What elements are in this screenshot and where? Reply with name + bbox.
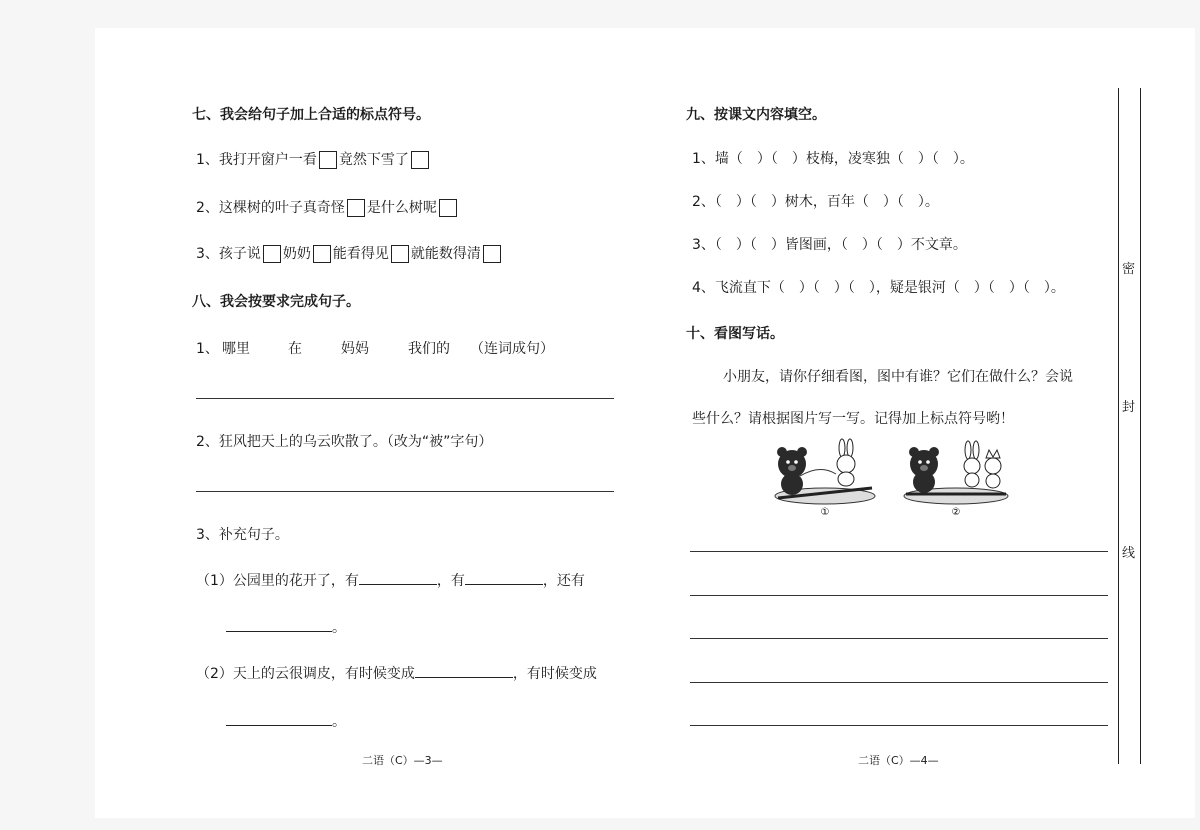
q8-s3-2-c: 。 — [332, 714, 346, 730]
q7-s2-a: 这棵树的叶子真奇怪 — [218, 200, 345, 216]
q8-title: 八、我会按要求完成句子。 — [192, 294, 360, 310]
q7-title: 七、我会给句子加上合适的标点符号。 — [192, 107, 430, 123]
fill-blank[interactable] — [465, 584, 543, 585]
q8-s1-note: （连词成句） — [470, 341, 554, 357]
binding-char-seal: 密 — [1122, 262, 1136, 277]
q7-sentence-1 — [196, 149, 431, 169]
q7-s2-num: 2、 — [196, 200, 219, 216]
q9-line-4[interactable]: 4、飞流直下（ ）（ ）（ ），疑是银河（ ）（ ）（ ）。 — [692, 280, 1065, 296]
q7-sentence-3 — [196, 243, 503, 263]
punctuation-box[interactable] — [439, 199, 457, 217]
q7-s1-b: 竟然下雪了 — [338, 152, 409, 168]
fill-blank[interactable] — [415, 677, 513, 678]
q8-word-3: 妈妈 — [341, 341, 369, 357]
q10-prompt-2: 些什么？请根据图片写一写。记得加上标点符号哟！ — [692, 411, 1014, 427]
binding-line-outer — [1140, 88, 1141, 764]
q7-s3-num: 3、 — [196, 246, 219, 262]
punctuation-box[interactable] — [347, 199, 365, 217]
q8-s3-1-a: （1）公园里的花开了，有 — [196, 573, 359, 589]
q8-s3-2-a: （2）天上的云很调皮，有时候变成 — [196, 666, 415, 682]
left-footer: 二语（C）—3— — [362, 754, 443, 767]
fill-blank[interactable] — [226, 631, 332, 632]
writing-line[interactable] — [690, 682, 1108, 683]
q10-prompt-1: 小朋友，请你仔细看图，图中有谁？它们在做什么？会说 — [723, 369, 1073, 385]
punctuation-box[interactable] — [313, 245, 331, 263]
q7-s1-a: 我打开窗户一看 — [218, 152, 317, 168]
q7-s3-a: 孩子说 — [218, 246, 261, 262]
writing-line[interactable] — [690, 638, 1108, 639]
q9-line-3[interactable]: 3、（ ）（ ）皆图画，（ ）（ ）不文章。 — [692, 237, 967, 253]
q10-title: 十、看图写话。 — [686, 326, 784, 342]
q7-s3-b: 奶奶 — [282, 246, 311, 262]
q7-sentence-2 — [196, 197, 459, 217]
q9-line-2[interactable]: 2、（ ）（ ）树木，百年（ ）（ ）。 — [692, 194, 939, 210]
binding-line-inner — [1118, 88, 1119, 764]
q8-s3-1-b: ，有 — [436, 573, 465, 589]
q7-s1-num: 1、 — [196, 152, 219, 168]
picture-1-label: ① — [820, 507, 830, 518]
binding-char-closed: 封 — [1122, 400, 1136, 415]
q8-s3-2-b: ，有时候变成 — [512, 666, 597, 682]
q8-word-2: 在 — [288, 341, 302, 357]
punctuation-box[interactable] — [263, 245, 281, 263]
q8-word-4: 我们的 — [408, 341, 450, 357]
q9-title: 九、按课文内容填空。 — [686, 107, 826, 123]
bear-rabbit-cat-seesaw-picture-2 — [898, 436, 1016, 518]
fill-blank[interactable] — [226, 725, 332, 726]
q8-s3: 3、补充句子。 — [196, 527, 289, 543]
writing-line[interactable] — [690, 551, 1108, 552]
q8-s3-1 — [196, 570, 585, 590]
q8-s2: 2、狂风把天上的乌云吹散了。（改为“被”字句） — [196, 434, 493, 450]
punctuation-box[interactable] — [411, 151, 429, 169]
q7-s3-c: 能看得见 — [332, 246, 389, 262]
right-footer: 二语（C）—4— — [858, 754, 939, 767]
bear-rabbit-seesaw-picture-1 — [770, 436, 888, 518]
writing-line[interactable] — [690, 595, 1108, 596]
punctuation-box[interactable] — [483, 245, 501, 263]
answer-line[interactable] — [196, 491, 614, 492]
q7-s3-d: 就能数得清 — [410, 246, 481, 262]
q8-s3-2-cont — [226, 711, 346, 731]
q8-s3-2 — [196, 663, 597, 683]
q7-s2-b: 是什么树呢 — [366, 200, 437, 216]
q8-s1-num: 1、 — [196, 341, 219, 357]
q9-line-1[interactable]: 1、墙（ ）（ ）枝梅，凌寒独（ ）（ ）。 — [692, 151, 974, 167]
fill-blank[interactable] — [359, 584, 437, 585]
punctuation-box[interactable] — [319, 151, 337, 169]
q8-s3-1-cont — [226, 617, 346, 637]
q8-s3-1-c: ，还有 — [542, 573, 585, 589]
q8-word-1: 哪里 — [222, 341, 250, 357]
binding-char-line: 线 — [1122, 546, 1136, 561]
answer-line[interactable] — [196, 398, 614, 399]
writing-line[interactable] — [690, 725, 1108, 726]
picture-2-label: ② — [951, 507, 961, 518]
punctuation-box[interactable] — [391, 245, 409, 263]
exam-sheet — [95, 28, 1195, 818]
q8-s3-1-d: 。 — [332, 620, 346, 636]
